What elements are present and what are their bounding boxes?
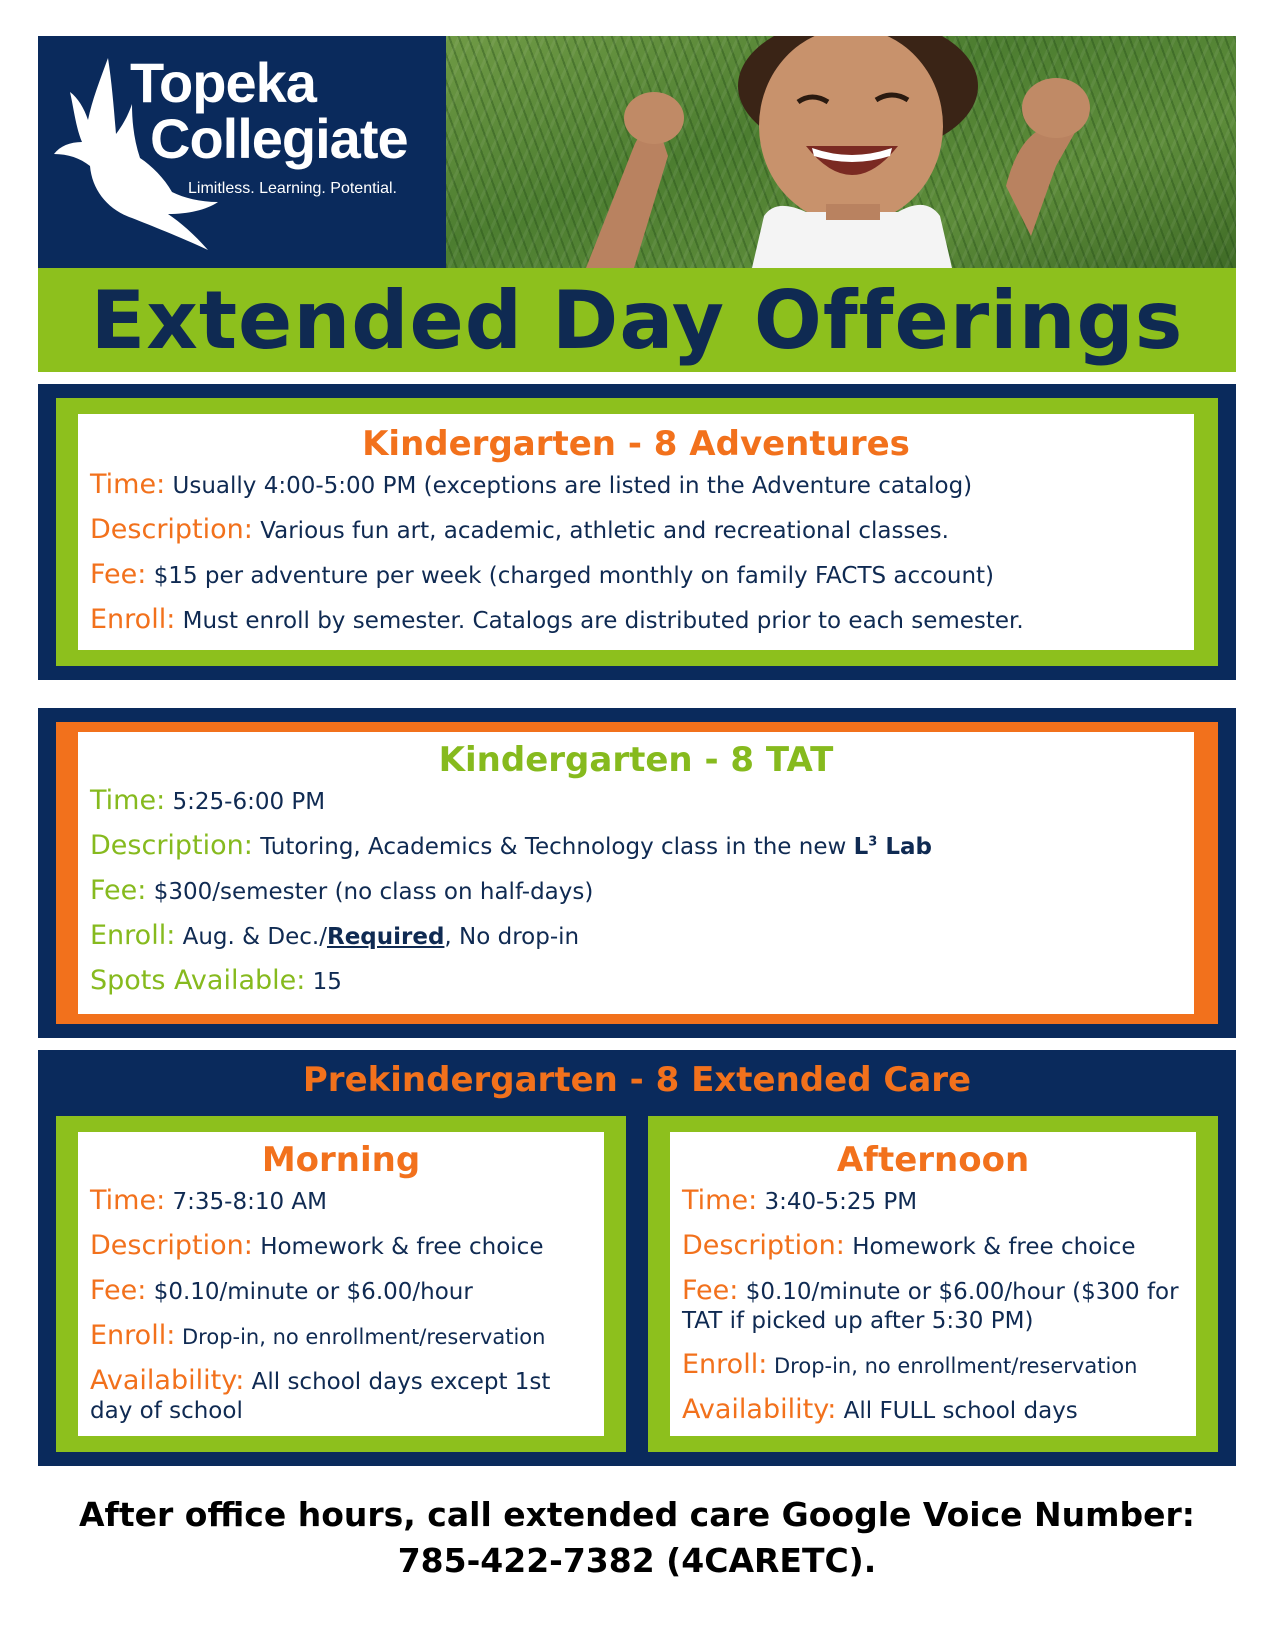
- time-value: Usually 4:00-5:00 PM (exceptions are listed in the Adventure catalog): [172, 473, 973, 499]
- adventures-enroll: [90, 605, 1182, 636]
- adventures-section: [38, 384, 1236, 680]
- time-label: Time:: [682, 1185, 758, 1216]
- smiling-child-photo: [446, 36, 1236, 268]
- spots-label: Spots Available:: [90, 965, 306, 996]
- fee-value: $0.10/minute or $6.00/hour: [153, 1279, 473, 1305]
- availability-label: Availability:: [90, 1365, 245, 1396]
- enroll-post: , No drop-in: [444, 924, 580, 950]
- description-label: Description:: [90, 514, 253, 545]
- time-label: Time:: [90, 469, 166, 500]
- time-value: 5:25-6:00 PM: [172, 789, 326, 815]
- tat-title: Kindergarten - 8 TAT: [438, 740, 834, 780]
- footer: [38, 1492, 1236, 1584]
- enroll-label: Enroll:: [90, 604, 176, 635]
- enroll-value: Drop-in, no enrollment/reservation: [774, 1354, 1138, 1378]
- lab-suffix: Lab: [885, 834, 932, 860]
- enroll-label: Enroll:: [90, 920, 176, 951]
- tat-time: [90, 786, 1182, 817]
- enroll-pre: Aug. & Dec./: [182, 924, 327, 950]
- footer-line1: After office hours, call extended care Google Voice Number:: [78, 1495, 1196, 1534]
- afternoon-availability: [682, 1395, 1184, 1426]
- logo-title-line1: Topeka: [130, 51, 316, 114]
- morning-description: [90, 1231, 592, 1262]
- tat-description: [90, 831, 1182, 862]
- adventures-description: [90, 515, 1182, 546]
- enroll-required: Required: [326, 924, 445, 950]
- time-value: 7:35-8:10 AM: [172, 1189, 327, 1215]
- lab-superscript: 3: [868, 834, 878, 850]
- fee-label: Fee:: [90, 1275, 147, 1306]
- fee-value: $300/semester (no class on half-days): [153, 879, 594, 905]
- spots-value: 15: [312, 969, 342, 995]
- tat-card: [78, 732, 1194, 1014]
- logo: [38, 36, 446, 268]
- enroll-value: Must enroll by semester. Catalogs are distributed prior to each semester.: [182, 608, 1024, 634]
- adventures-fee: [90, 560, 1182, 591]
- afternoon-description: [682, 1231, 1184, 1262]
- description-value: Homework & free choice: [852, 1234, 1136, 1260]
- lab-name: L: [853, 834, 869, 860]
- description-label: Description:: [682, 1230, 845, 1261]
- fee-label: Fee:: [90, 875, 147, 906]
- afternoon-card: [670, 1132, 1196, 1436]
- title-band: [38, 268, 1236, 372]
- fee-label: Fee:: [90, 559, 147, 590]
- morning-availability: [90, 1366, 592, 1426]
- enroll-label: Enroll:: [682, 1349, 768, 1380]
- tat-fee: [90, 876, 1182, 907]
- afternoon-fee: [682, 1276, 1184, 1336]
- adventures-time: [90, 470, 1182, 501]
- availability-label: Availability:: [682, 1394, 837, 1425]
- logo-title-line2: Collegiate: [150, 107, 408, 170]
- availability-value: All FULL school days: [843, 1398, 1078, 1424]
- tat-section: [38, 708, 1236, 1038]
- description-label: Description:: [90, 830, 253, 861]
- afternoon-title: Afternoon: [836, 1140, 1030, 1180]
- description-label: Description:: [90, 1230, 253, 1261]
- morning-time: [90, 1186, 592, 1217]
- afternoon-enroll: [682, 1350, 1184, 1381]
- page-title: Extended Day Offerings: [90, 273, 1184, 367]
- time-label: Time:: [90, 1185, 166, 1216]
- fee-value: $15 per adventure per week (charged monthly on family FACTS account): [153, 563, 995, 589]
- enroll-label: Enroll:: [90, 1320, 176, 1351]
- prek-section: [38, 1050, 1236, 1466]
- fee-value: $0.10/minute or $6.00/hour ($300 for TAT if picked up after 5:30 PM): [682, 1279, 1179, 1334]
- child-illustration: [446, 36, 1236, 268]
- description-value: Homework & free choice: [260, 1234, 544, 1260]
- prek-title: Prekindergarten - 8 Extended Care: [302, 1060, 972, 1100]
- description-value: Tutoring, Academics & Technology class in the new: [260, 834, 847, 860]
- morning-enroll: [90, 1321, 592, 1352]
- adventures-card: [78, 414, 1194, 650]
- fee-label: Fee:: [682, 1275, 739, 1306]
- adventures-title: Kindergarten - 8 Adventures: [362, 424, 910, 464]
- tat-spots: [90, 966, 1182, 997]
- time-label: Time:: [90, 785, 166, 816]
- availability-value: All school days except 1st day of school: [90, 1369, 551, 1424]
- tat-enroll: [90, 921, 1182, 952]
- footer-phone: 785-422-7382 (4CARETC).: [397, 1541, 877, 1580]
- morning-card: [78, 1132, 604, 1436]
- enroll-value: Drop-in, no enrollment/reservation: [182, 1325, 546, 1349]
- afternoon-time: [682, 1186, 1184, 1217]
- morning-fee: [90, 1276, 592, 1307]
- description-value: Various fun art, academic, athletic and recreational classes.: [260, 518, 949, 544]
- morning-title: Morning: [261, 1140, 421, 1180]
- logo-tagline: Limitless. Learning. Potential.: [188, 180, 397, 197]
- header: [38, 36, 1236, 268]
- time-value: 3:40-5:25 PM: [764, 1189, 918, 1215]
